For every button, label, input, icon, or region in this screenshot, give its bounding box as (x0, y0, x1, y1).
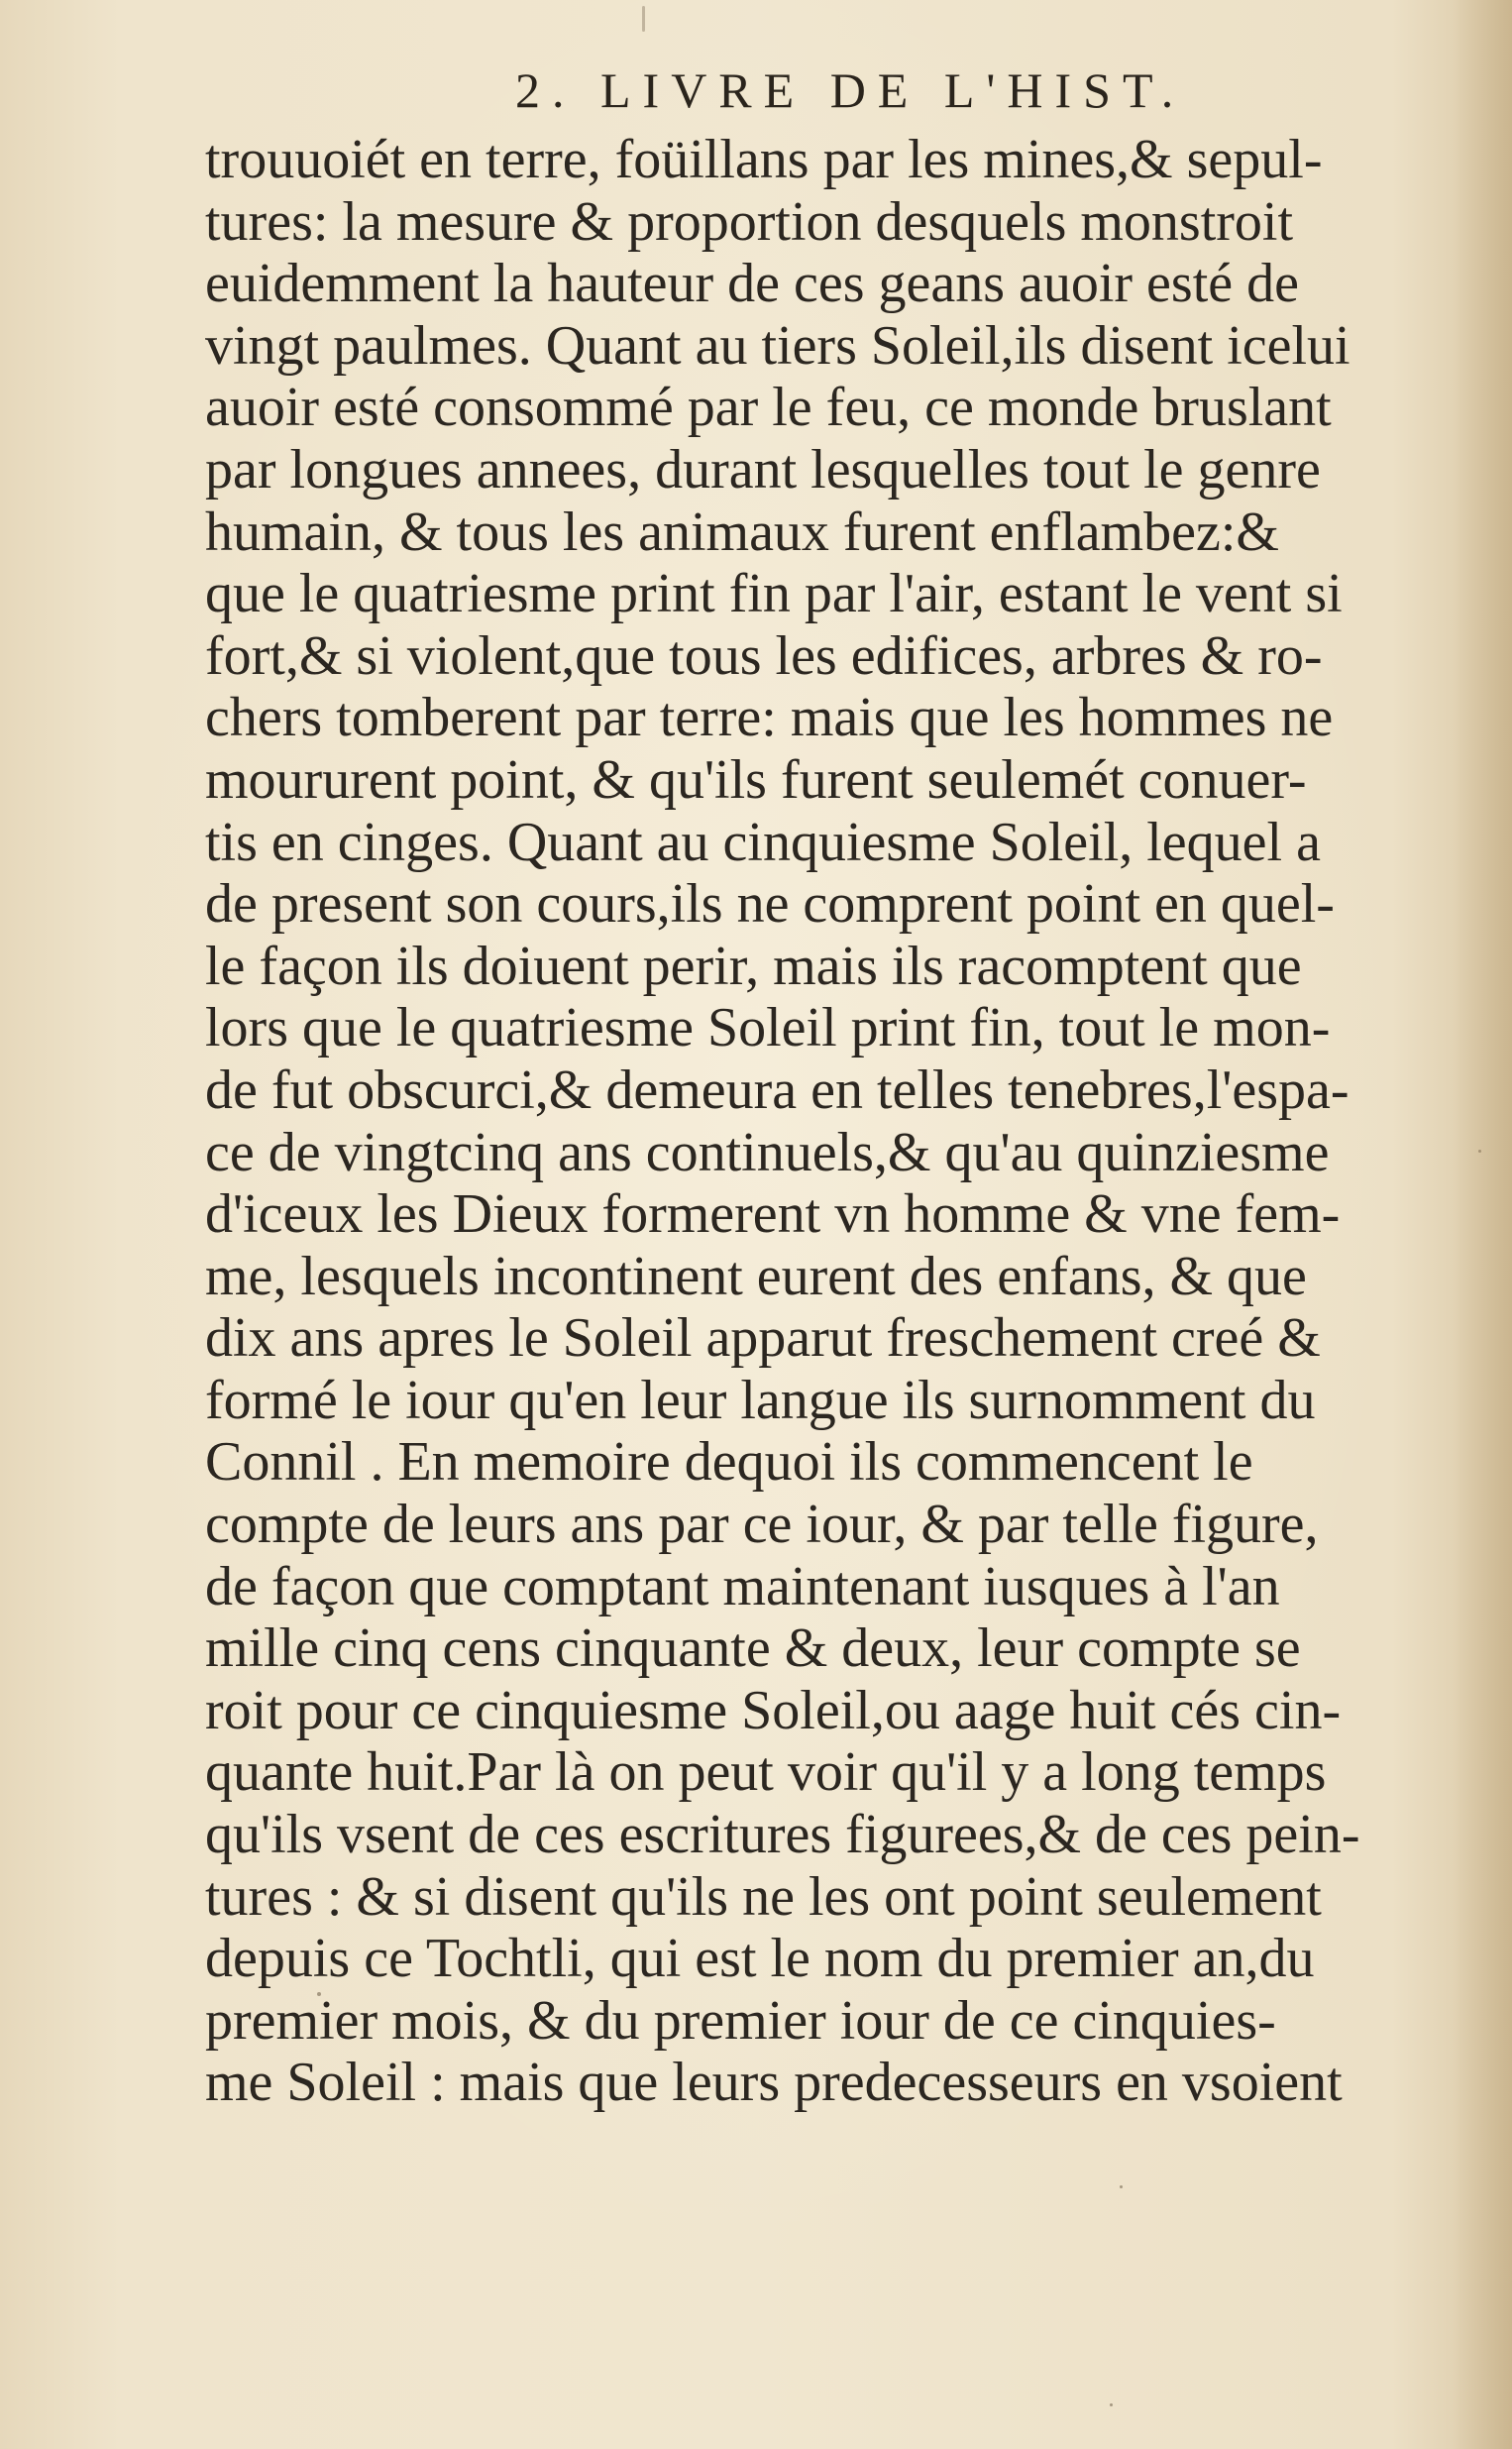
text-line: qu'ils vsent de ces escritures figurees,& de ces pein- (205, 1804, 1360, 1866)
text-line: dix ans apres le Soleil apparut freschement creé & (205, 1307, 1321, 1370)
text-line: vingt paulmes. Quant au tiers Soleil,ils disent icelui (205, 314, 1350, 377)
text-line: de present son cours,ils ne comprent point en quel- (205, 873, 1335, 936)
text-line: fort,& si violent,que tous les edifices, arbres & ro- (205, 624, 1323, 687)
text-line: premier mois, & du premier iour de ce cinquies- (205, 1989, 1276, 2052)
text-line: compte de leurs ans par ce iour, & par telle figure, (205, 1494, 1319, 1556)
text-line: trouuoiét en terre, foüillans par les mines,& sepul- (205, 129, 1323, 190)
text-line: auoir esté consommé par le feu, ce monde bruslant (205, 377, 1332, 439)
ink-speck (1120, 2185, 1123, 2188)
text-line: lors que le quatriesme Soleil print fin, tout le mon- (205, 997, 1331, 1059)
text-line: euidemment la hauteur de ces geans auoir esté de (205, 253, 1299, 315)
text-line: moururent point, & qu'ils furent seulemét conuer- (205, 748, 1307, 811)
text-line: tures: la mesure & proportion desquels monstroit (205, 190, 1294, 253)
text-line: de fut obscurci,& demeura en telles tenebres,l'espa- (205, 1058, 1350, 1121)
text-line: d'iceux les Dieux formerent vn homme & vne fem- (205, 1183, 1341, 1246)
ink-speck (1110, 2403, 1113, 2406)
text-line: que le quatriesme print fin par l'air, estant le vent si (205, 563, 1343, 625)
text-line: le façon ils doiuent perir, mais ils racomptent que (205, 935, 1302, 997)
text-line: me Soleil : mais que leurs predecesseurs en vsoient (205, 2052, 1343, 2114)
text-line: tis en cinges. Quant au cinquiesme Soleil, lequel a (205, 811, 1321, 873)
text-line: ce de vingtcinq ans continuels,& qu'au quinziesme (205, 1121, 1330, 1183)
text-line: Connil . En memoire dequoi ils commencent le (205, 1431, 1253, 1494)
text-line: quante huit.Par là on peut voir qu'il y a long temps (205, 1741, 1327, 1804)
ink-speck (1478, 1150, 1481, 1153)
ink-speck (642, 6, 645, 32)
text-line: mille cinq cens cinquante & deux, leur compte se (205, 1617, 1301, 1680)
text-line: humain, & tous les animaux furent enflambez:& (205, 501, 1279, 563)
text-line: chers tomberent par terre: mais que les hommes ne (205, 687, 1334, 749)
page-body-text (205, 129, 1414, 2114)
text-line: roit pour ce cinquiesme Soleil,ou aage huit cés cin- (205, 1679, 1342, 1741)
text-line: tures : & si disent qu'ils ne les ont point seulement (205, 1865, 1322, 1928)
running-header: 2. LIVRE DE L'HIST. (515, 62, 1186, 118)
text-line: me, lesquels incontinent eurent des enfans, & que (205, 1245, 1307, 1307)
text-line: depuis ce Tochtli, qui est le nom du premier an,du (205, 1928, 1315, 1990)
text-line: par longues annees, durant lesquelles tout le genre (205, 438, 1321, 501)
text-line: de façon que comptant maintenant iusques à l'an (205, 1555, 1280, 1617)
text-line: formé le iour qu'en leur langue ils surnomment du (205, 1369, 1316, 1431)
